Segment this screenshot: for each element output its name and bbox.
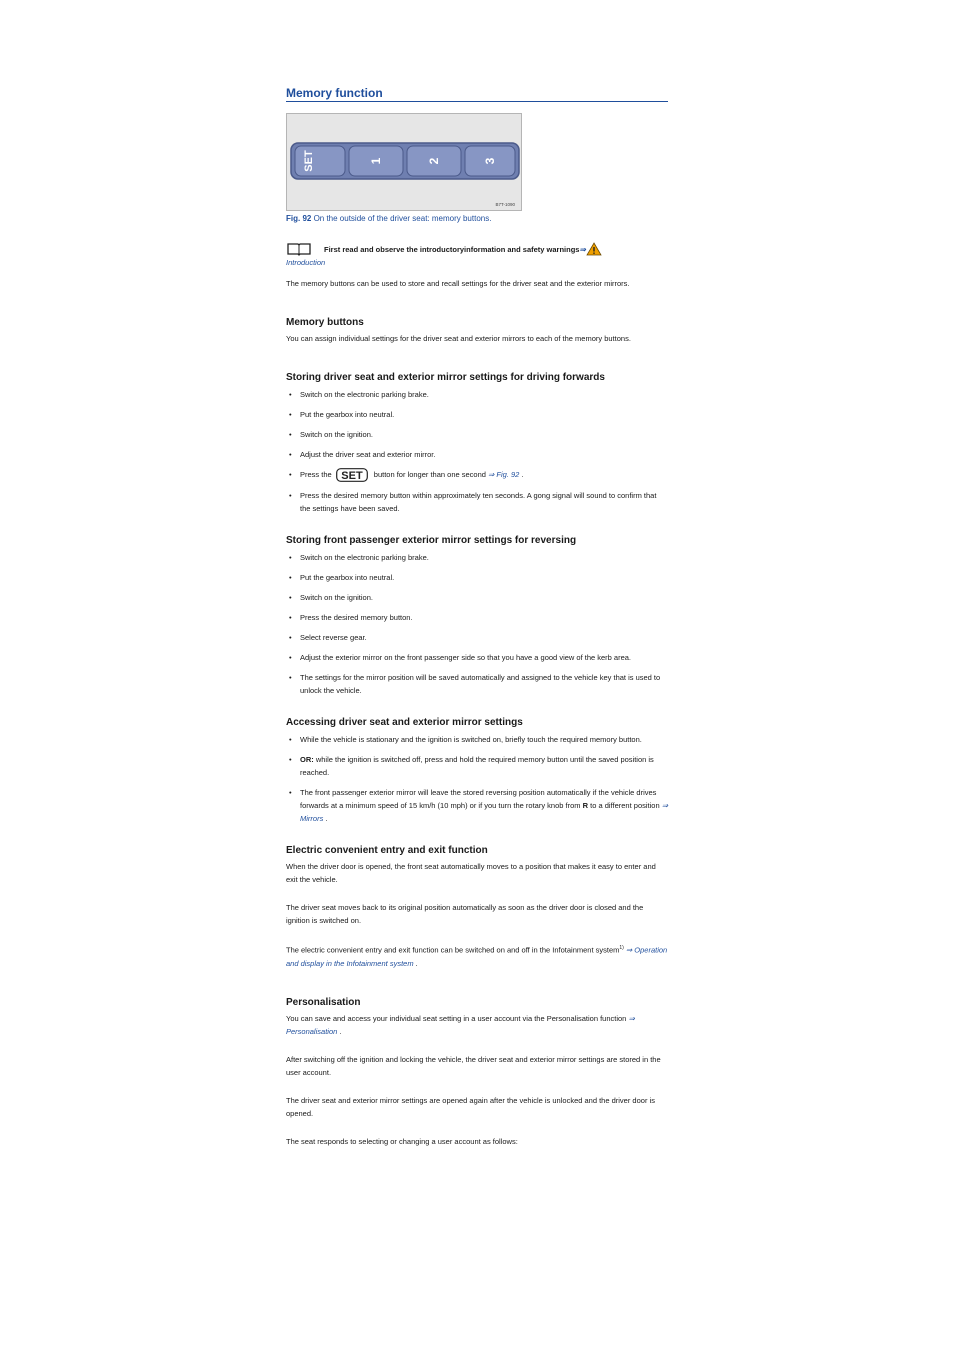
figure-id: B7T-1090: [495, 202, 515, 207]
list-item: • Press the desired memory button within approximately ten seconds. A gong signal will sound to confirm that the settings have been saved.: [286, 489, 668, 515]
safety-notice: [286, 242, 668, 256]
memory-1-label: 1: [369, 157, 383, 165]
entry-exit-heading: Electric convenient entry and exit function: [286, 845, 488, 857]
mirror-text-end: .: [323, 814, 328, 824]
entry-exit-p2: The driver seat moves back to its original position automatically as soon as the driver door is closed and the ignition is switched on.: [286, 903, 644, 926]
personalisation-p2: After switching off the ignition and locking the vehicle, the driver seat and exterior mirror settings are stored in the user account.: [286, 1054, 661, 1077]
personalisation-p1-end: .: [337, 1026, 342, 1036]
mirror-text-a: The front passenger exterior mirror will leave the stored reversing position automatically if the vehicle drives forwards at a minimum speed of 15 km/h (10 mph) or if you turn the rotary knob from: [300, 788, 657, 811]
press-text: Press the: [300, 470, 332, 479]
page-content: [286, 86, 668, 1148]
press-end: .: [519, 470, 524, 479]
page-title: Memory function: [286, 86, 668, 102]
list-item: [286, 786, 668, 825]
list-item: • Switch on the electronic parking brake.: [286, 388, 668, 401]
book-icon: [286, 242, 312, 256]
list-item: [286, 753, 668, 779]
memory-buttons-illustration: [287, 114, 521, 210]
accessing-steps: [286, 733, 668, 825]
figure-caption: [286, 214, 668, 223]
intro-text: The memory buttons can be used to store and recall settings for the driver seat and the exterior mirrors.: [286, 279, 630, 288]
personalisation-heading: Personalisation: [286, 996, 361, 1008]
warning-icon: [586, 242, 602, 256]
list-item: • Put the gearbox into neutral.: [286, 571, 668, 584]
or-text: while the ignition is switched off, press and hold the required memory button until the saved position is reached.: [300, 755, 654, 778]
personalisation-p3: The driver seat and exterior mirror settings are opened again after the vehicle is unlocked and the driver door is opened.: [286, 1095, 655, 1118]
press-text-2: button for longer than one second: [371, 470, 489, 479]
memory-buttons-text: You can assign individual settings for the driver seat and exterior mirrors to each of the memory buttons.: [286, 334, 631, 343]
personalisation-p4: The seat responds to selecting or changing a user account as follows:: [286, 1136, 518, 1146]
set-button-icon: [336, 468, 368, 482]
set-button-label: SET: [303, 150, 315, 172]
list-item: • Switch on the electronic parking brake.: [286, 551, 668, 564]
memory-buttons-figure: [286, 113, 522, 211]
storing-reverse-heading: Storing front passenger exterior mirror settings for reversing: [286, 535, 577, 547]
memory-2-label: 2: [427, 157, 441, 165]
infotainment-link[interactable]: ⇒ Operation and display in the Infotainment system: [286, 945, 668, 968]
list-item: • Adjust the driver seat and exterior mirror.: [286, 448, 668, 461]
entry-exit-p1: When the driver door is opened, the front seat automatically moves to a position that makes it easy to enter and exit the vehicle.: [286, 862, 656, 885]
list-item: • Put the gearbox into neutral.: [286, 408, 668, 421]
list-item: • The settings for the mirror position will be saved automatically and assigned to the vehicle key that is used to unlock the vehicle.: [286, 671, 668, 697]
list-item: • Switch on the ignition.: [286, 591, 668, 604]
list-item: • Adjust the exterior mirror on the front passenger side so that you have a good view of the kerb area.: [286, 651, 668, 664]
storing-forward-steps: [286, 388, 668, 515]
list-item: • Press the desired memory button.: [286, 611, 668, 624]
introduction-link[interactable]: Introduction: [286, 258, 326, 267]
list-item: • Switch on the ignition.: [286, 428, 668, 441]
entry-exit-p3: [286, 942, 668, 970]
notice-text: First read and observe the introductoryinformation and safety warnings: [324, 244, 580, 254]
caption-text: On the outside of the driver seat: memory buttons.: [311, 214, 492, 223]
entry-exit-p3-text: The electric convenient entry and exit function can be switched on and off in the Infotainment system: [286, 945, 620, 955]
list-item: • While the vehicle is stationary and the ignition is switched on, briefly touch the required memory button.: [286, 733, 668, 746]
caption-number: Fig. 92: [286, 214, 312, 223]
mirrors-link[interactable]: ⇒ Mirrors: [300, 801, 669, 824]
notice-arrow: ⇒: [579, 244, 586, 254]
memory-3-label: 3: [483, 157, 497, 165]
r-label: R: [582, 801, 589, 811]
list-item: [286, 468, 668, 482]
personalisation-link[interactable]: ⇒ Personalisation: [286, 1013, 635, 1036]
mirror-text-b: to a different position: [588, 801, 662, 811]
fig-92-link[interactable]: ⇒ Fig. 92: [488, 470, 520, 479]
storing-forward-heading: Storing driver seat and exterior mirror settings for driving forwards: [286, 372, 605, 383]
personalisation-p1: [286, 1012, 668, 1038]
memory-buttons-heading: Memory buttons: [286, 317, 364, 328]
set-icon-label: SET: [340, 470, 363, 483]
footnote-marker: 1): [619, 945, 624, 952]
personalisation-p1-text: You can save and access your individual seat setting in a user account via the Personalisation function: [286, 1013, 629, 1023]
storing-reverse-steps: [286, 551, 668, 697]
or-label: OR:: [300, 755, 314, 765]
accessing-heading: Accessing driver seat and exterior mirror settings: [286, 717, 523, 729]
entry-exit-p3-end: .: [413, 958, 418, 968]
list-item: • Select reverse gear.: [286, 631, 668, 644]
